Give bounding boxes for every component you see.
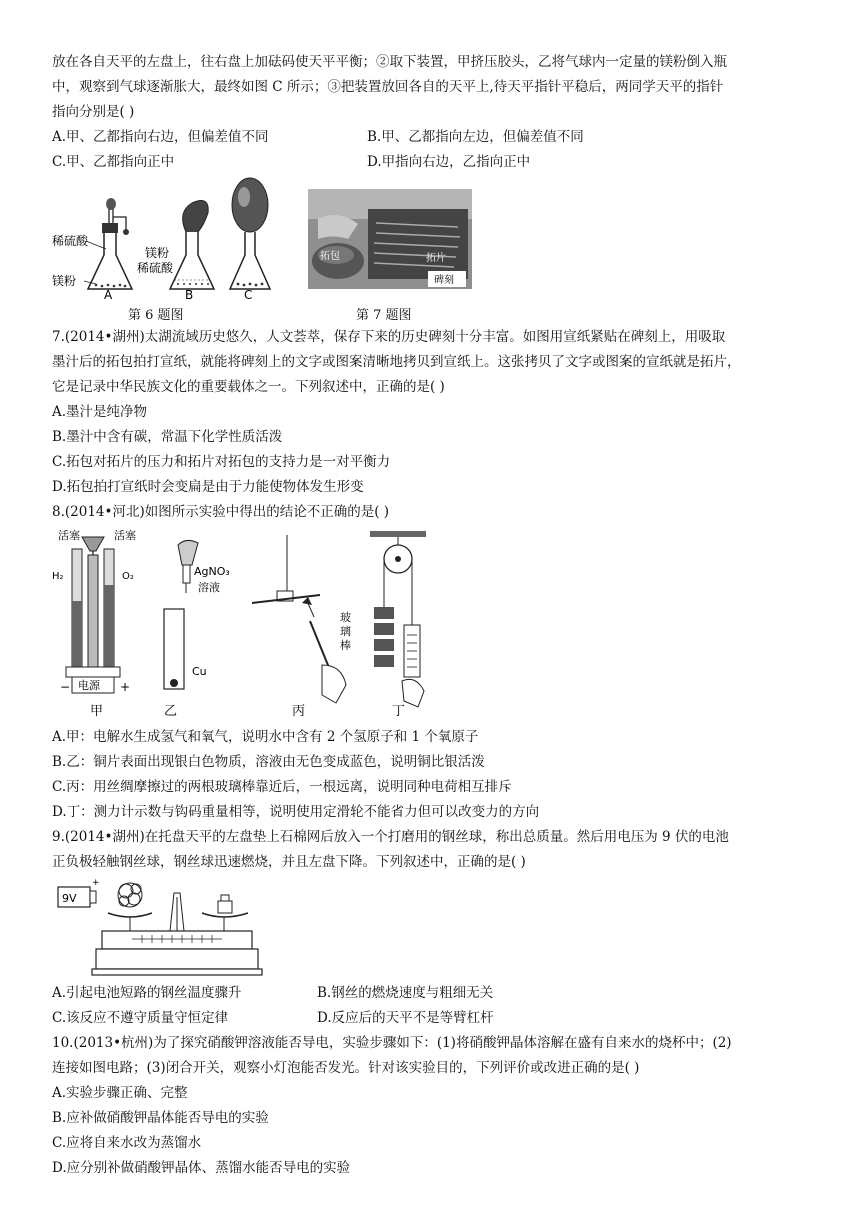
q10-option-b: B.应补做硝酸钾晶体能否导电的实验 [52, 1110, 269, 1126]
fig9-row [52, 875, 812, 981]
q8-option-d: D.丁：测力计示数与钩码重量相等，说明使用定滑轮不能省力但可以改变力的方向 [52, 804, 540, 820]
q7-line-3: 它是记录中华民族文化的重要载体之一。下列叙述中，正确的是( ) [52, 379, 445, 395]
label-battery-plus: + [92, 878, 100, 888]
label-agno3-2: 溶液 [198, 581, 220, 594]
q7-option-a: A.墨汁是纯净物 [52, 404, 148, 420]
q9-option-b: B.钢丝的燃烧速度与粗细无关 [317, 985, 494, 1001]
q9-options-row-1 [52, 981, 812, 1006]
exam-page [52, 50, 812, 1181]
fig9-balance-diagram [52, 877, 312, 981]
q10-option-d: D.应分别补做硝酸钾晶体、蒸馏水能否导电的实验 [52, 1160, 351, 1176]
q10-option-c: C.应将自来水改为蒸馏水 [52, 1135, 202, 1151]
label-rod-3: 棒 [340, 639, 351, 652]
fig-6-7-row [52, 175, 812, 325]
label-flask-c: C [244, 288, 253, 302]
label-ding: 丁 [392, 704, 406, 719]
q6-line-2: 中，观察到气球逐渐胀大，最终如图 C 所示；③把装置放回各自的天平上,待天平指针平稳后，两同学天平的指针 [52, 79, 724, 95]
label-agno3-1: AgNO₃ [194, 565, 230, 578]
label-acid-b: 稀硫酸 [137, 261, 174, 275]
q6-options-row-1 [52, 125, 812, 150]
fig7-rubbing-photo [308, 189, 472, 289]
q6-options-row-2 [52, 150, 812, 175]
photo-label-sheet: 拓片 [426, 253, 446, 264]
label-power: 电源 [78, 679, 100, 692]
q9-line-1: 9.(2014•湖州)在托盘天平的左盘垫上石棉网后放入一个打磨用的钢丝球，称出总质量。然后用电压为 9 伏的电池 [52, 829, 729, 845]
label-mg-b: 镁粉 [145, 246, 170, 260]
q6-option-c: C.甲、乙都指向正中 [52, 154, 175, 170]
q7-option-b: B.墨汁中含有碳，常温下化学性质活泼 [52, 429, 283, 445]
q6-line-1: 放在各自天平的左盘上，往右盘上加砝码使天平平衡；②取下装置，甲挤压胶头，乙将气球内一定量的镁粉倒入瓶 [52, 54, 727, 70]
q8-option-b: B.乙：铜片表面出现银白色物质，溶液由无色变成蓝色，说明铜比银活泼 [52, 754, 485, 770]
photo-label-bag: 拓包 [320, 251, 340, 262]
q10-option-a: A.实验步骤正确、完整 [52, 1085, 188, 1101]
label-flask-a: A [104, 288, 113, 302]
q10-line-2: 连接如图电路；(3)闭合开关，观察小灯泡能否发光。针对该实验目的，下列评价或改进正确的是( ) [52, 1060, 640, 1076]
q8-option-c: C.丙：用丝绸摩擦过的两根玻璃棒靠近后，一根远离，说明同种电荷相互排斥 [52, 779, 512, 795]
q9-option-c: C.该反应不遵守质量守恒定律 [52, 1010, 229, 1026]
label-plus: + [120, 680, 131, 694]
label-mg-a: 镁粉 [52, 274, 77, 288]
label-o2: O₂ [122, 571, 134, 582]
caption-fig7: 第 7 题图 [356, 308, 412, 323]
label-acid-a: 稀硫酸 [52, 234, 89, 248]
q7-line-1: 7.(2014•湖州)太湖流域历史悠久，人文荟萃，保存下来的历史碑刻十分丰富。如图用宣纸紧贴在碑刻上，用吸取 [52, 329, 726, 345]
q9-option-d: D.反应后的天平不是等臂杠杆 [317, 1010, 494, 1026]
label-jia: 甲 [90, 704, 104, 719]
label-flask-b: B [185, 288, 194, 302]
q6-option-d: D.甲指向右边，乙指向正中 [367, 154, 531, 170]
q7-line-2: 墨汁后的拓包拍打宣纸，就能将碑刻上的文字或图案清晰地拷贝到宣纸上。这张拷贝了文字或图案的宣纸就是拓片， [52, 354, 741, 370]
caption-fig6: 第 6 题图 [128, 308, 184, 323]
label-minus: − [60, 680, 71, 694]
photo-label-stele: 碑刻 [434, 275, 454, 286]
q8-line-1: 8.(2014•河北)如图所示实验中得出的结论不正确的是( ) [52, 504, 390, 520]
label-valve-left: 活塞 [58, 529, 80, 542]
label-battery: 9V [62, 892, 77, 905]
q10-line-1: 10.(2013•杭州)为了探究硝酸钾溶液能否导电，实验步骤如下：(1)将硝酸钾晶体溶解在盛有自来水的烧杯中；(2) [52, 1035, 732, 1051]
q8-option-a: A.甲：电解水生成氢气和氧气，说明水中含有 2 个氢原子和 1 个氧原子 [52, 729, 479, 745]
q7-option-d: D.拓包拍打宣纸时会变扁是由于力能使物体发生形变 [52, 479, 364, 495]
fig8-row [52, 525, 812, 725]
fig8-experiments-diagram [52, 525, 432, 723]
label-rod-2: 璃 [340, 625, 351, 638]
q6-option-a: A.甲、乙都指向右边，但偏差值不同 [52, 129, 269, 145]
label-valve-right: 活塞 [114, 529, 136, 542]
label-cu: Cu [192, 665, 207, 678]
fig6-flasks-diagram [52, 177, 282, 302]
label-yi: 乙 [164, 704, 178, 719]
q6-line-3: 指向分别是( ) [52, 104, 135, 120]
label-rod-1: 玻 [340, 611, 351, 624]
label-bing: 丙 [292, 704, 306, 719]
q9-options-row-2 [52, 1006, 812, 1031]
q9-option-a: A.引起电池短路的钢丝温度骤升 [52, 985, 242, 1001]
q9-line-2: 正负极轻触钢丝球，钢丝球迅速燃烧，并且左盘下降。下列叙述中，正确的是( ) [52, 854, 526, 870]
q7-option-c: C.拓包对拓片的压力和拓片对拓包的支持力是一对平衡力 [52, 454, 391, 470]
label-h2: H₂ [52, 571, 64, 582]
q6-option-b: B.甲、乙都指向左边，但偏差值不同 [367, 129, 584, 145]
